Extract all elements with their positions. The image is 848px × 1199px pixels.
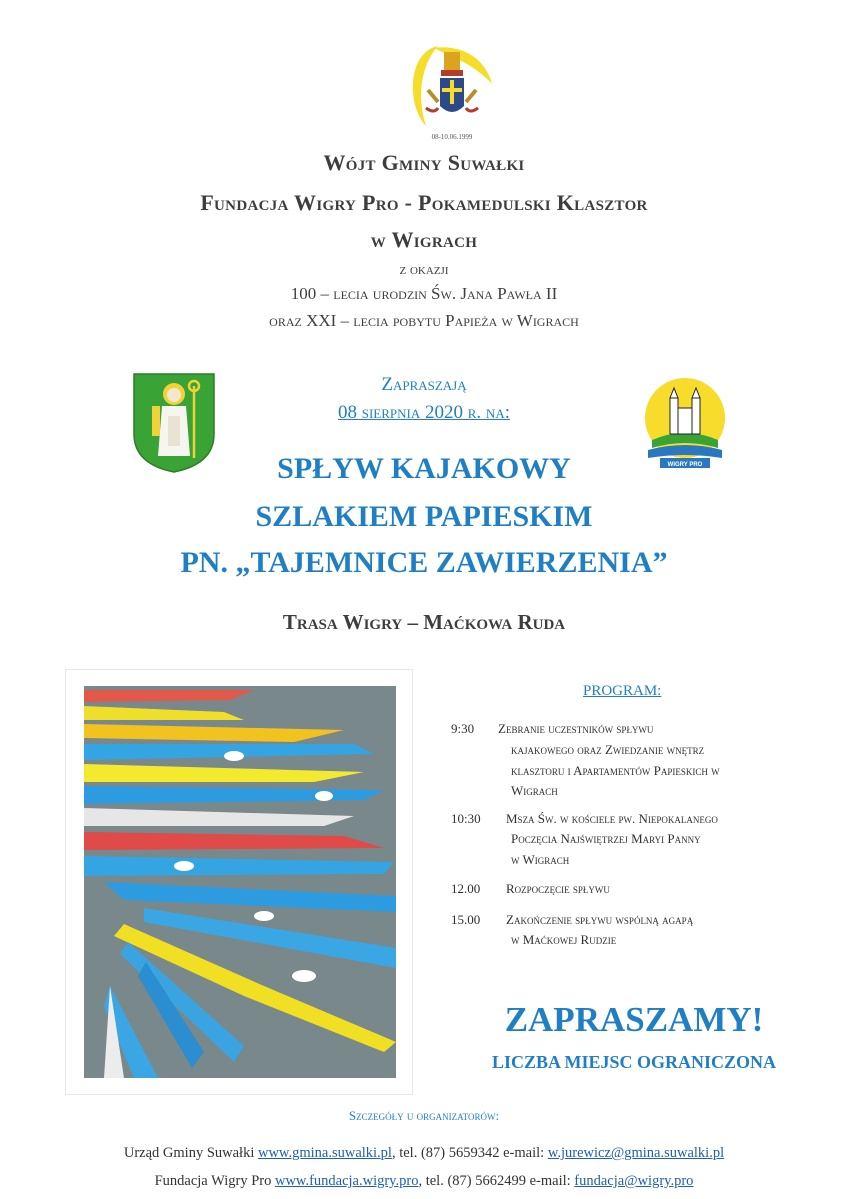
occasion-line-2: oraz XXI – lecia pobytu Papieża w Wigrach [269, 311, 579, 330]
contact-1-org: Urząd Gminy Suwałki [123, 1145, 258, 1161]
program-time-4: 15.00 [451, 912, 481, 927]
contact-2-email-link[interactable]: fundacja@wigry.pro [574, 1173, 694, 1189]
program-desc-4b: w Maćkowej Rudzie [511, 932, 617, 947]
closing-limited: LICZBA MIEJSC OGRANICZONA [491, 1052, 777, 1072]
contact-line-1 [0, 1145, 848, 1162]
program-desc-2a: Msza Św. w kościele pw. Niepokalanego [506, 811, 718, 826]
closing-invite: ZAPRASZAMY! [504, 1000, 764, 1039]
event-date: 08 sierpnia 2020 r. na: [338, 402, 510, 423]
program-desc-1d: Wigrach [511, 783, 558, 798]
details-heading: Szczegóły u organizatorów: [348, 1108, 500, 1123]
contact-2-org: Fundacja Wigry Pro [154, 1173, 275, 1189]
program-time-3: 12.00 [451, 881, 481, 896]
contact-1-phone: , tel. (87) 5659342 e-mail: [391, 1145, 548, 1161]
program-desc-1c: klasztoru i Apartamentów Papieskich w [511, 763, 720, 778]
program-desc-3a: Rozpoczęcie spływu [506, 881, 610, 896]
route: Trasa Wigry – Maćkowa Ruda [282, 610, 566, 634]
organizer-line-2: Fundacja Wigry Pro - Pokamedulski Klasztor [200, 190, 648, 215]
program-time-1: 9:30 [451, 721, 475, 736]
title-line-2: SZLAKIEM PAPIESKIM [255, 500, 593, 533]
contact-2-url-link[interactable]: www.fundacja.wigry.pro [274, 1173, 419, 1189]
program-desc-1a: Zebranie uczestników spływu [498, 721, 654, 736]
program-desc-4a: Zakończenie spływu wspólną agapą [506, 912, 694, 927]
organizer-line-3: w Wigrach [370, 227, 478, 252]
occasion-intro: z okazji [399, 262, 449, 278]
kayaks-photo [84, 686, 396, 1078]
organizer-line-1: Wójt Gminy Suwałki [323, 150, 525, 175]
contact-1-email-link[interactable]: w.jurewicz@gmina.suwalki.pl [547, 1145, 725, 1161]
title-line-3: PN. „TAJEMNICE ZAWIERZENIA” [180, 546, 668, 579]
papal-coat-of-arms-icon [404, 44, 500, 144]
contact-2-phone: , tel. (87) 5662499 e-mail: [418, 1173, 575, 1189]
contact-line-2 [0, 1173, 848, 1190]
program-desc-1b: kajakowego oraz Zwiedzanie wnętrz [511, 742, 705, 757]
contact-1-url-link[interactable]: www.gmina.suwalki.pl [257, 1145, 392, 1161]
program-desc-2b: Poczęcia Najświętrzej Maryi Panny [511, 831, 701, 846]
papal-logo-date: 08-10.06.1999 [431, 133, 473, 141]
program-desc-2c: w Wigrach [511, 852, 570, 867]
occasion-line-1: 100 – lecia urodzin Św. Jana Pawła II [290, 284, 558, 303]
program-heading: PROGRAM: [583, 683, 662, 699]
title-line-1: SPŁYW KAJAKOWY [277, 452, 571, 485]
program-time-2: 10:30 [451, 811, 481, 826]
right-logo-label: WIGRY PRO [667, 462, 703, 468]
invite-verb: Zapraszają [381, 374, 467, 395]
